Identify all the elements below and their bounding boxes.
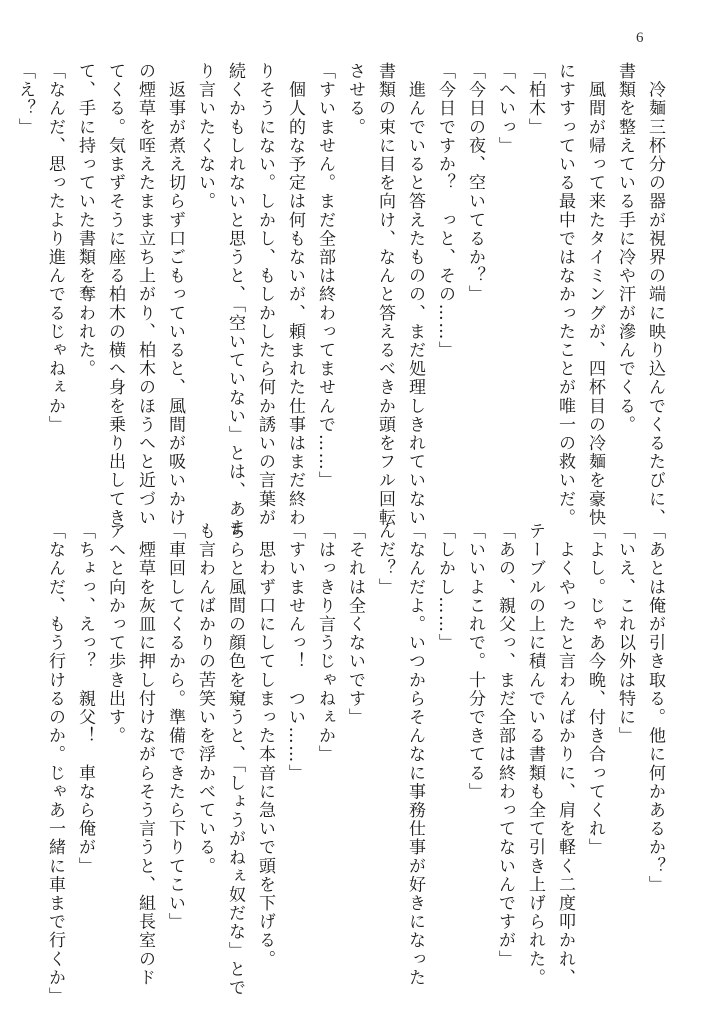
text-line: 「しかし……」 bbox=[435, 522, 455, 653]
text-line: てくる。気まずそうに座る柏木の横へ身を乗り出してき bbox=[105, 62, 125, 527]
text-line: 「へいっ」 bbox=[495, 62, 515, 155]
text-line: りそうにない。しかし、もしかしたら何か誘いの言葉が bbox=[255, 62, 275, 527]
text-line: 進んでいると答えたものの、まだ処理しきれていない bbox=[405, 62, 425, 527]
text-line: 書類を整えている手に冷や汗が滲んでくる。 bbox=[615, 62, 635, 434]
text-line: させる。 bbox=[345, 62, 365, 137]
upper-text-block bbox=[15, 62, 670, 538]
text-line: 「ちょっ、えっ？ 親父！ 車なら俺が」 bbox=[75, 522, 95, 876]
text-line: アへと向かって歩き出す。 bbox=[105, 522, 125, 746]
text-line: 返事が煮え切らず口ごもっていると、風間が吸いかけ bbox=[165, 62, 185, 527]
text-line: 「今日の夜、空いてるか？」 bbox=[465, 62, 485, 304]
text-line: 「はっきり言うじゃねぇか」 bbox=[315, 522, 335, 764]
text-line: にすすっている最中ではなかったことが唯一の救いだ。 bbox=[555, 62, 575, 527]
text-line: 「あとは俺が引き取る。他に何かあるか？」 bbox=[645, 522, 665, 894]
text-line: よくやったと言わんばかりに、肩を軽く二度叩かれ、 bbox=[555, 522, 575, 987]
text-line: 「すいませんっ！ つい……」 bbox=[285, 522, 305, 783]
page-number: 6 bbox=[636, 30, 644, 46]
text-line: 「なんだよ。いつからそんなに事務仕事が好きになった bbox=[405, 522, 425, 987]
text-line: 書類の束に目を向け、なんと答えるべきか頭をフル回転 bbox=[375, 62, 395, 527]
text-line: んだ？」 bbox=[375, 522, 395, 597]
text-line: 「あの、親父っ、まだ全部は終わってないんですが」 bbox=[495, 522, 515, 969]
text-line: 個人的な予定は何もないが、頼まれた仕事はまだ終わ bbox=[285, 62, 305, 527]
text-line: 続くかもしれないと思うと、「空いていない」とは、あま bbox=[225, 62, 245, 538]
text-line: て、手に持っていた書類を奪われた。 bbox=[75, 62, 95, 379]
text-line: 「いいよこれで。十分できてる」 bbox=[465, 522, 485, 801]
text-line: 思わず口にしてしまった本音に急いで頭を下げる。 bbox=[255, 522, 275, 969]
text-line: 「車回してくるから。準備できたら下りてこい」 bbox=[165, 522, 185, 932]
text-line: 「いえ、これ以外は特に」 bbox=[615, 522, 635, 746]
text-line: 煙草を灰皿に押し付けながらそう言うと、組長室のド bbox=[135, 522, 155, 987]
text-line: 「なんだ、思ったより進んでるじゃねぇか」 bbox=[45, 62, 65, 434]
text-line: テーブルの上に積んでいる書類も全て引き上げられた。 bbox=[525, 522, 545, 987]
text-line: 「なんだ、もう行けるのか。じゃあ一緒に車まで行くか」 bbox=[45, 522, 65, 1006]
text-line: 「今日ですか？ っと、その……」 bbox=[435, 62, 455, 360]
text-line: ちらと風間の顔色を窺うと、「しょうがねぇ奴だな」とで bbox=[225, 522, 245, 998]
lower-text-block bbox=[45, 522, 670, 1006]
text-line: の煙草を咥えたまま立ち上がり、柏木のほうへと近づい bbox=[135, 62, 155, 527]
text-line: 「それは全くないです」 bbox=[345, 522, 365, 727]
text-line: 「よし。じゃあ今晩、付き合ってくれ」 bbox=[585, 522, 605, 857]
text-line: 「柏木」 bbox=[525, 62, 545, 137]
text-line: り言いたくない。 bbox=[195, 62, 215, 211]
text-line: 冷麺三杯分の器が視界の端に映り込んでくるたびに、 bbox=[645, 62, 665, 527]
text-line: 風間が帰って来たタイミングが、四杯目の冷麺を豪快 bbox=[585, 62, 605, 527]
text-line: 「すいません。まだ全部は終わってませんで……」 bbox=[315, 62, 335, 490]
text-line: も言わんばかりの苦笑いを浮かべている。 bbox=[195, 522, 215, 876]
text-line: 「え？」 bbox=[15, 62, 35, 137]
